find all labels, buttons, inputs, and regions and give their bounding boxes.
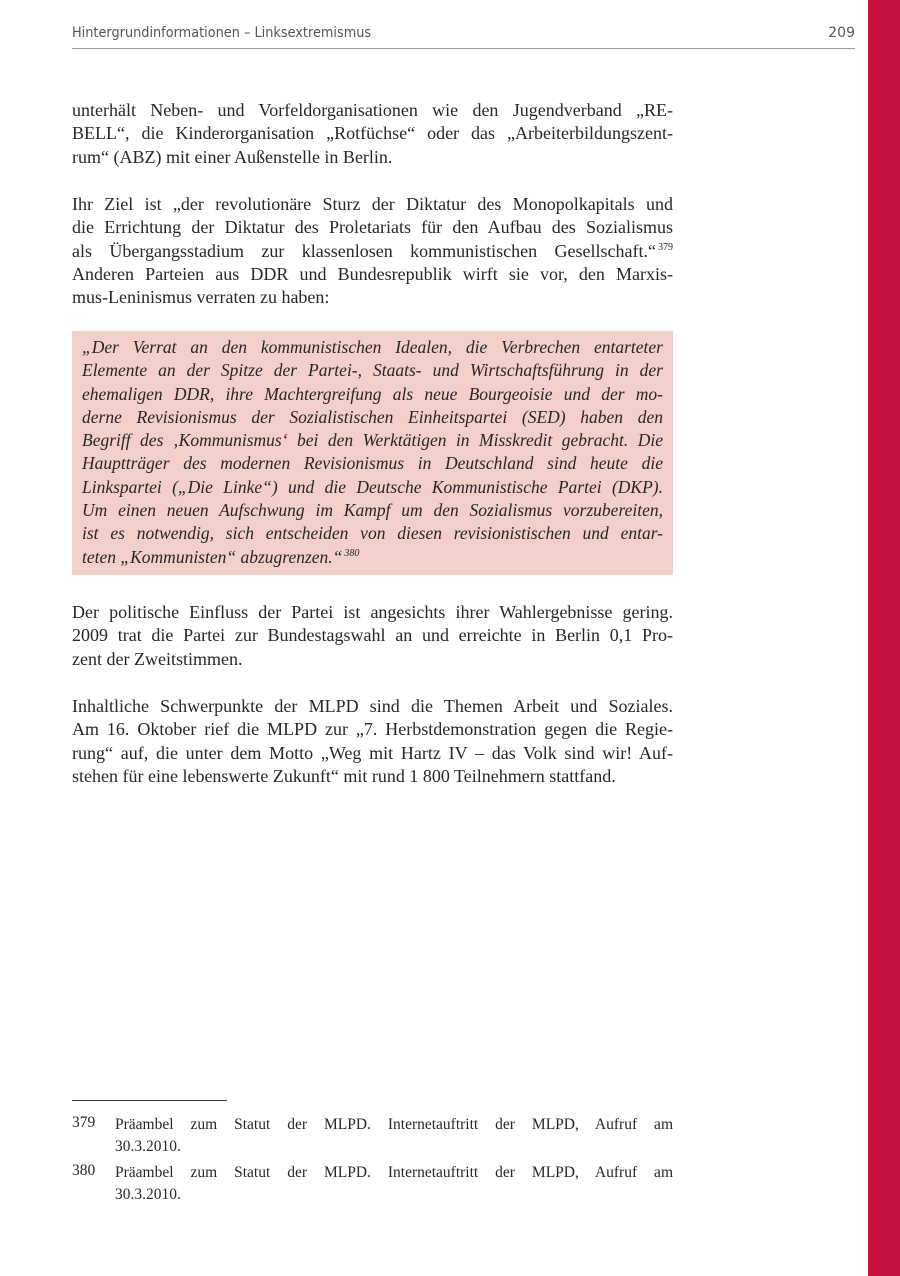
text-line xyxy=(82,476,663,499)
quote-text xyxy=(82,336,663,569)
line-text: Präambel zum Statut der MLPD. Internetauftritt der MLPD, Aufruf am xyxy=(115,1164,673,1181)
text-line xyxy=(115,1136,673,1158)
footnote-number: 380 xyxy=(72,1162,96,1179)
line-text: ehemaligen DDR, ihre Machtergreifung als neue Bourgeoisie und der mo- xyxy=(82,383,663,404)
text-line xyxy=(82,406,663,429)
text-line xyxy=(82,546,663,569)
line-text: 30.3.2010. xyxy=(115,1185,181,1203)
line-text: derne Revisionismus der Sozialistischen Einheitspartei (SED) haben den xyxy=(82,406,663,427)
text-line xyxy=(72,240,673,263)
text-line xyxy=(72,286,673,309)
text-line xyxy=(72,648,673,671)
line-text: Hauptträger des modernen Revisionismus in Deutschland sind heute die xyxy=(82,453,663,474)
line-text: Begriff des ‚Kommunismus‘ bei den Werktätigen in Misskredit gebracht. Die xyxy=(82,430,663,451)
line-text: die Errichtung der Diktatur des Proletariats für den Aufbau des Sozialismus xyxy=(72,217,673,238)
line-text: Linkspartei („Die Linke“) und die Deutsche Kommunistische Partei (DKP). xyxy=(82,476,663,497)
text-line xyxy=(82,336,663,359)
line-text: Anderen Parteien aus DDR und Bundesrepublik wirft sie vor, den Marxis- xyxy=(72,263,673,284)
text-line xyxy=(72,146,673,169)
text-line xyxy=(72,765,673,788)
line-text: 30.3.2010. xyxy=(115,1137,181,1155)
text-line xyxy=(72,695,673,718)
footnote-reference[interactable]: 380 xyxy=(344,547,360,559)
quote-box xyxy=(72,331,673,575)
line-text: als Übergangsstadium zur klassenlosen kommunistischen Gesellschaft.“ xyxy=(72,240,656,261)
footnote-text xyxy=(115,1114,673,1157)
text-line xyxy=(72,122,673,145)
line-text: Um einen neuen Aufschwung im Kampf um den Sozialismus vorzubereiten, xyxy=(82,500,663,521)
line-text: Elemente an der Spitze der Partei-, Staats- und Wirtschaftsführung in der xyxy=(82,360,663,381)
page-number: 209 xyxy=(828,25,855,41)
text-line xyxy=(115,1184,673,1206)
text-line xyxy=(72,263,673,286)
text-line xyxy=(115,1162,673,1184)
text-line xyxy=(115,1114,673,1136)
line-text: Der politische Einfluss der Partei ist angesichts ihrer Wahlergebnisse gering. xyxy=(72,602,673,622)
line-text: Präambel zum Statut der MLPD. Internetauftritt der MLPD, Aufruf am xyxy=(115,1116,673,1133)
line-text: BELL“, die Kinderorganisation „Rotfüchse“ oder das „Arbeiterbildungszent- xyxy=(72,123,673,144)
line-text: 2009 trat die Partei zur Bundestagswahl an und erreichte in Berlin 0,1 Pro- xyxy=(72,625,673,646)
footnote-number: 379 xyxy=(72,1114,96,1131)
line-text: rung“ auf, die unter dem Motto „Weg mit Hartz IV – das Volk sind wir! Auf- xyxy=(72,742,673,763)
line-text: Am 16. Oktober rief die MLPD zur „7. Herbstdemonstration gegen die Regie- xyxy=(72,719,673,740)
footnote-reference[interactable]: 379 xyxy=(658,241,673,253)
text-line xyxy=(72,742,673,765)
paragraph xyxy=(72,601,673,671)
text-line xyxy=(72,624,673,647)
text-line xyxy=(72,99,673,122)
line-text: ist es notwendig, sich entscheiden von diesen revisionistischen und entar- xyxy=(82,523,663,544)
text-line xyxy=(72,601,673,624)
text-line xyxy=(82,499,663,522)
footnote-divider xyxy=(72,1100,227,1101)
text-line xyxy=(82,359,663,382)
line-text: „Der Verrat an den kommunistischen Idealen, die Verbrechen entarteter xyxy=(82,337,663,357)
line-text: unterhält Neben- und Vorfeldorganisationen wie den Jugendverband „RE- xyxy=(72,100,673,120)
line-text: rum“ (ABZ) mit einer Außenstelle in Berlin. xyxy=(72,146,393,167)
text-line xyxy=(82,429,663,452)
text-line xyxy=(72,193,673,216)
line-text: mus-Leninismus verraten zu haben: xyxy=(72,287,330,308)
header-title: Hintergrundinformationen – Linksextremismus xyxy=(72,25,372,41)
text-line xyxy=(72,718,673,741)
running-header xyxy=(72,24,855,49)
paragraph xyxy=(72,99,673,169)
text-line xyxy=(82,522,663,545)
line-text: Ihr Ziel ist „der revolutionäre Sturz der Diktatur des Monopolkapitals und xyxy=(72,194,673,214)
paragraph xyxy=(72,695,673,788)
line-text: stehen für eine lebenswerte Zukunft“ mit rund 1 800 Teilnehmern stattfand. xyxy=(72,765,616,786)
paragraph xyxy=(72,193,673,309)
line-text: Inhaltliche Schwerpunkte der MLPD sind die Themen Arbeit und Soziales. xyxy=(72,696,673,716)
text-line xyxy=(82,452,663,475)
text-line xyxy=(82,383,663,406)
red-side-bar xyxy=(868,0,900,1276)
line-text: zent der Zweitstimmen. xyxy=(72,648,243,669)
footnote-text xyxy=(115,1162,673,1205)
text-line xyxy=(72,216,673,239)
line-text: teten „Kommunisten“ abzugrenzen.“ xyxy=(82,546,343,567)
